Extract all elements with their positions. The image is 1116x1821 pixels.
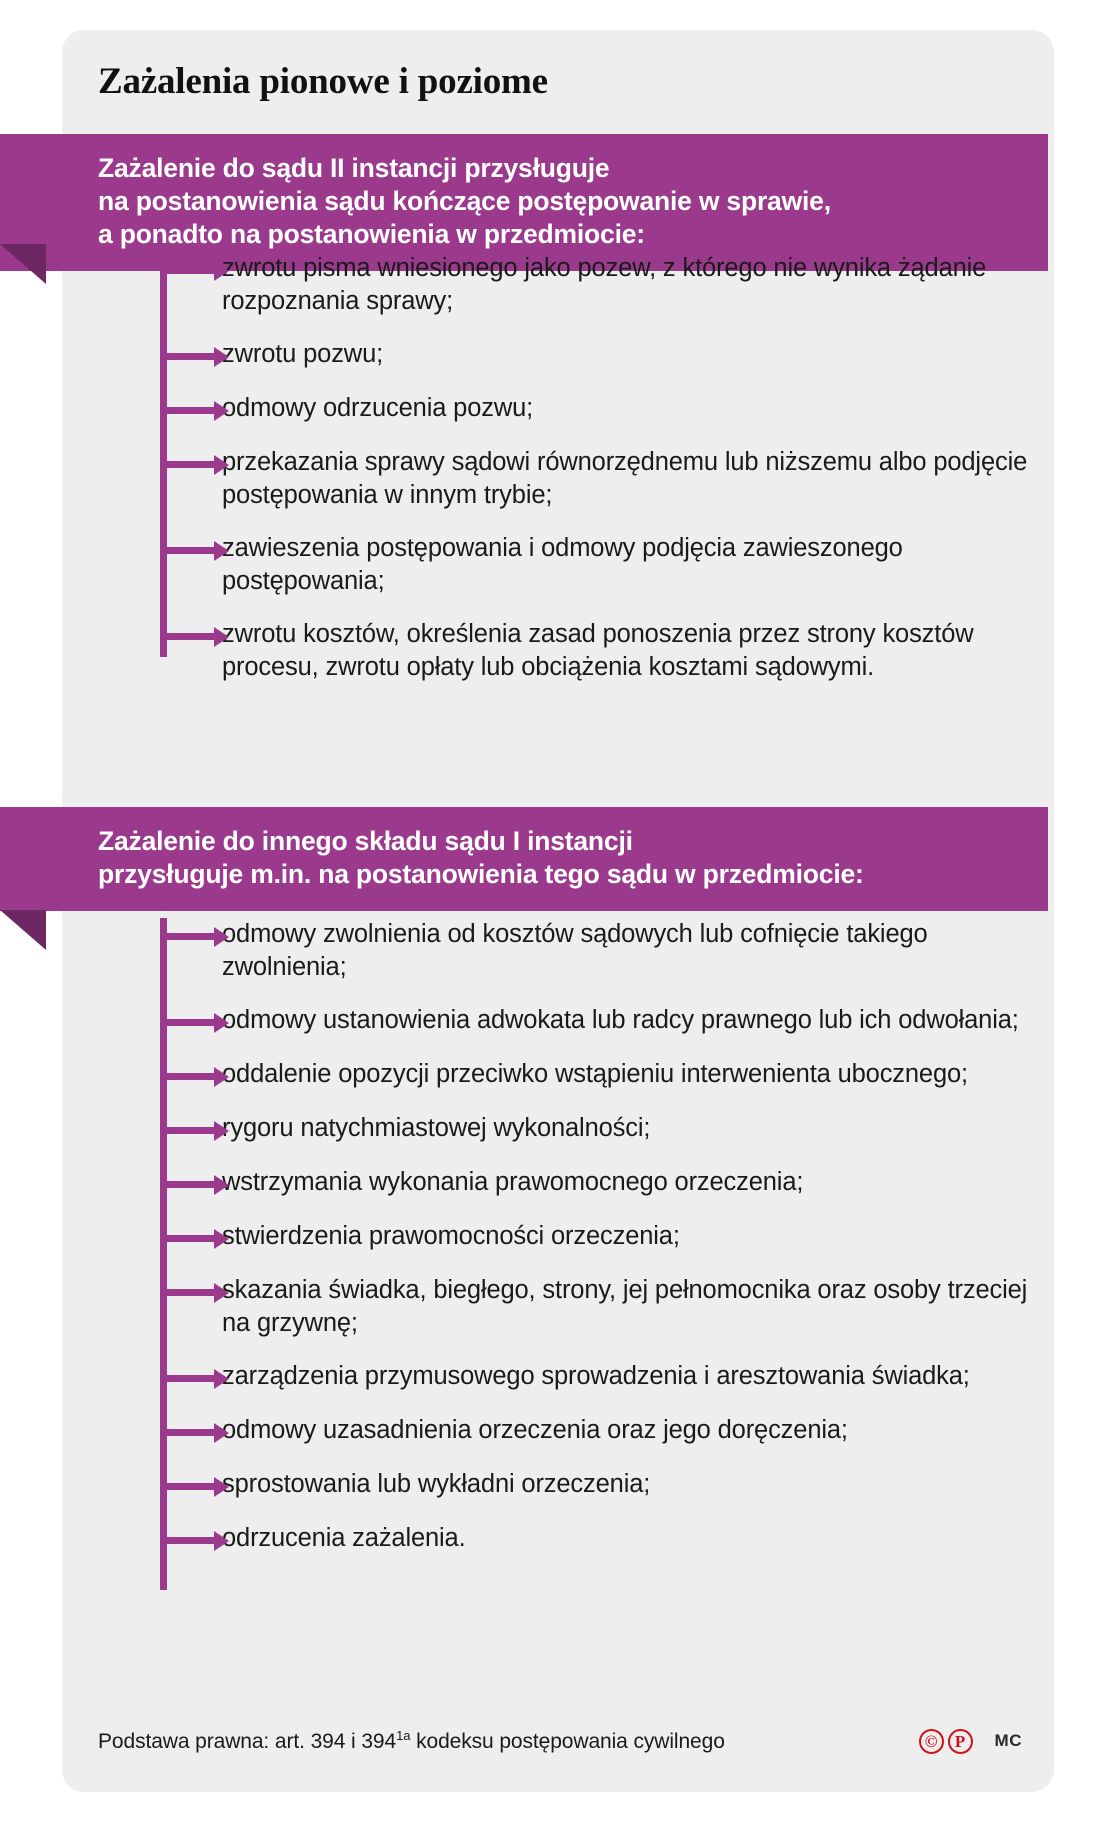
arrow-icon (160, 1181, 216, 1188)
author-initials: MC (994, 1731, 1022, 1750)
infographic-panel (62, 30, 1054, 1792)
arrow-icon (160, 407, 216, 414)
list-item (98, 338, 1028, 372)
list-item-text: odmowy odrzucenia pozwu; (222, 394, 534, 422)
list-item-text: odmowy ustanowienia adwokata lub radcy prawnego lub ich odwołania; (222, 1006, 1019, 1034)
list-item (98, 618, 1028, 684)
list-item-text: zwrotu pisma wniesionego jako pozew, z którego nie wynika żądanie rozpoznania sprawy; (222, 254, 987, 315)
list-item-text: odmowy uzasadnienia orzeczenia oraz jego doręczenia; (222, 1416, 848, 1444)
banner-line: Zażalenie do sądu II instancji przysługuje (98, 153, 610, 183)
legal-basis-suffix: kodeksu postępowania cywilnego (410, 1730, 725, 1753)
copyright-icon: © (919, 1729, 944, 1754)
list-item (98, 1522, 1028, 1556)
section-banner-2 (0, 807, 1048, 911)
list-item-text: odrzucenia zażalenia. (222, 1524, 466, 1552)
arrow-icon (160, 1289, 216, 1296)
arrow-icon (160, 461, 216, 468)
list-item-text: sprostowania lub wykładni orzeczenia; (222, 1470, 651, 1498)
legal-basis-prefix: Podstawa prawna: art. 394 i 394 (98, 1730, 397, 1753)
list-item-text: zarządzenia przymusowego sprowadzenia i aresztowania świadka; (222, 1362, 970, 1390)
legal-basis-superscript: 1a (396, 1728, 411, 1743)
rights-logos (919, 1729, 973, 1754)
list-item (98, 446, 1028, 512)
arrow-icon (160, 1375, 216, 1382)
list-item-text: zwrotu pozwu; (222, 340, 384, 368)
list-item-text: oddalenie opozycji przeciwko wstąpieniu interwenienta ubocznego; (222, 1060, 968, 1088)
banner-line: a ponadto na postanowienia w przedmiocie: (98, 219, 645, 249)
list-item-text: skazania świadka, biegłego, strony, jej pełnomocnika oraz osoby trzeciej na grzywnę; (222, 1276, 1028, 1337)
banner-line: na postanowienia sądu kończące postępowanie w sprawie, (98, 186, 831, 216)
phonogram-icon: P (948, 1729, 973, 1754)
list-item-text: przekazania sprawy sądowi równorzędnemu lub niższemu albo podjęcie postępowania w innym trybie; (222, 448, 1028, 509)
section-banner-1 (0, 134, 1048, 271)
list-item (98, 1004, 1028, 1038)
list-item-text: wstrzymania wykonania prawomocnego orzeczenia; (222, 1168, 804, 1196)
arrow-icon (160, 267, 216, 274)
banner-line: przysługuje m.in. na postanowienia tego sądu w przedmiocie: (98, 859, 864, 889)
list-item (98, 252, 1028, 318)
list-item-text: stwierdzenia prawomocności orzeczenia; (222, 1222, 680, 1250)
list-item (98, 1166, 1028, 1200)
list-item-text: zawieszenia postępowania i odmowy podjęcia zawieszonego postępowania; (222, 534, 903, 595)
arrow-icon (160, 1019, 216, 1026)
list-item (98, 1468, 1028, 1502)
arrow-icon (160, 1073, 216, 1080)
section-list-2 (98, 918, 1028, 1556)
page-title: Zażalenia pionowe i poziome (98, 61, 548, 102)
list-item-text: zwrotu kosztów, określenia zasad ponoszenia przez strony kosztów procesu, zwrotu opłaty lub obciążenia kosztami sądowymi. (222, 620, 974, 681)
arrow-icon (160, 1429, 216, 1436)
arrow-icon (160, 1483, 216, 1490)
list-item (98, 392, 1028, 426)
arrow-icon (160, 933, 216, 940)
arrow-icon (160, 1537, 216, 1544)
list-item (98, 1220, 1028, 1254)
arrow-icon (160, 1127, 216, 1134)
footer (98, 1728, 1022, 1754)
list-item-text: odmowy zwolnienia od kosztów sądowych lub cofnięcie takiego zwolnienia; (222, 920, 928, 981)
banner-fold-2 (0, 910, 46, 950)
list-item (98, 1414, 1028, 1448)
banner-line: Zażalenie do innego składu sądu I instancji (98, 826, 633, 856)
arrow-icon (160, 547, 216, 554)
list-item (98, 1360, 1028, 1394)
list-item (98, 1274, 1028, 1340)
arrow-icon (160, 633, 216, 640)
list-item (98, 1112, 1028, 1146)
list-item (98, 1058, 1028, 1092)
list-item (98, 918, 1028, 984)
arrow-icon (160, 353, 216, 360)
section-list-1 (98, 252, 1028, 684)
list-item-text: rygoru natychmiastowej wykonalności; (222, 1114, 651, 1142)
legal-basis-note (98, 1728, 919, 1754)
list-item (98, 532, 1028, 598)
arrow-icon (160, 1235, 216, 1242)
